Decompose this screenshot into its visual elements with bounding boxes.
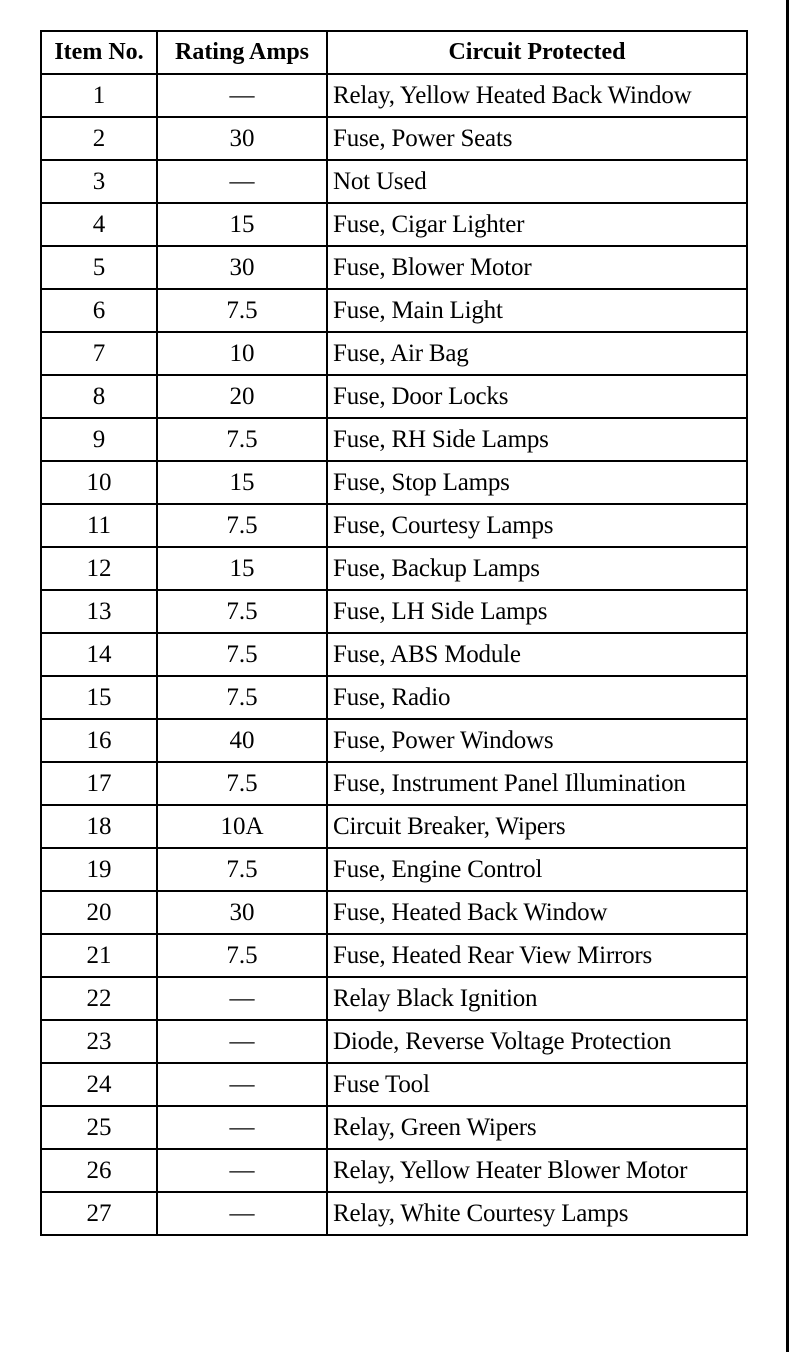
rating-amps-cell: 30 [157, 246, 327, 289]
item-number-cell: 23 [41, 1020, 157, 1063]
table-row [41, 203, 747, 246]
circuit-protected-cell: Fuse, RH Side Lamps [327, 418, 747, 461]
rating-amps-cell: 15 [157, 461, 327, 504]
circuit-protected-cell: Fuse, Instrument Panel Illumination [327, 762, 747, 805]
table-row [41, 848, 747, 891]
table-header [41, 31, 747, 74]
rating-amps-cell: 30 [157, 117, 327, 160]
item-number-cell: 15 [41, 676, 157, 719]
table-row [41, 1063, 747, 1106]
table-row [41, 934, 747, 977]
table-row [41, 676, 747, 719]
table-row [41, 504, 747, 547]
item-number-cell: 13 [41, 590, 157, 633]
table-body [41, 74, 747, 1235]
rating-amps-cell: 10 [157, 332, 327, 375]
item-number-cell: 6 [41, 289, 157, 332]
rating-amps-cell: 10A [157, 805, 327, 848]
table-row [41, 1149, 747, 1192]
table-row [41, 891, 747, 934]
rating-amps-cell: — [157, 160, 327, 203]
rating-amps-cell: 40 [157, 719, 327, 762]
header-circuit-protected: Circuit Protected [327, 31, 747, 74]
rating-amps-cell: 7.5 [157, 762, 327, 805]
rating-amps-cell: — [157, 977, 327, 1020]
table-row [41, 332, 747, 375]
circuit-protected-cell: Fuse, Stop Lamps [327, 461, 747, 504]
rating-amps-cell: 20 [157, 375, 327, 418]
table-row [41, 977, 747, 1020]
circuit-protected-cell: Fuse, Engine Control [327, 848, 747, 891]
item-number-cell: 9 [41, 418, 157, 461]
circuit-protected-cell: Fuse, Radio [327, 676, 747, 719]
circuit-protected-cell: Relay, Green Wipers [327, 1106, 747, 1149]
circuit-protected-cell: Relay, Yellow Heated Back Window [327, 74, 747, 117]
item-number-cell: 2 [41, 117, 157, 160]
table-row [41, 461, 747, 504]
rating-amps-cell: 7.5 [157, 676, 327, 719]
item-number-cell: 12 [41, 547, 157, 590]
table-row [41, 762, 747, 805]
item-number-cell: 22 [41, 977, 157, 1020]
item-number-cell: 25 [41, 1106, 157, 1149]
rating-amps-cell: 7.5 [157, 418, 327, 461]
circuit-protected-cell: Fuse, Courtesy Lamps [327, 504, 747, 547]
item-number-cell: 7 [41, 332, 157, 375]
circuit-protected-cell: Fuse, ABS Module [327, 633, 747, 676]
header-row [41, 31, 747, 74]
circuit-protected-cell: Fuse Tool [327, 1063, 747, 1106]
item-number-cell: 16 [41, 719, 157, 762]
item-number-cell: 21 [41, 934, 157, 977]
rating-amps-cell: 7.5 [157, 633, 327, 676]
rating-amps-cell: — [157, 1020, 327, 1063]
rating-amps-cell: — [157, 74, 327, 117]
table-row [41, 805, 747, 848]
rating-amps-cell: 7.5 [157, 289, 327, 332]
table-row [41, 289, 747, 332]
table-row [41, 590, 747, 633]
rating-amps-cell: 7.5 [157, 590, 327, 633]
circuit-protected-cell: Fuse, Heated Back Window [327, 891, 747, 934]
item-number-cell: 24 [41, 1063, 157, 1106]
rating-amps-cell: 7.5 [157, 848, 327, 891]
rating-amps-cell: 30 [157, 891, 327, 934]
item-number-cell: 11 [41, 504, 157, 547]
circuit-protected-cell: Fuse, Power Seats [327, 117, 747, 160]
header-rating-amps: Rating Amps [157, 31, 327, 74]
rating-amps-cell: 15 [157, 547, 327, 590]
circuit-protected-cell: Diode, Reverse Voltage Protection [327, 1020, 747, 1063]
circuit-protected-cell: Fuse, Heated Rear View Mirrors [327, 934, 747, 977]
rating-amps-cell: — [157, 1149, 327, 1192]
table-row [41, 1106, 747, 1149]
rating-amps-cell: 7.5 [157, 504, 327, 547]
fuse-table [40, 30, 748, 1236]
table-row [41, 719, 747, 762]
table-row [41, 117, 747, 160]
item-number-cell: 14 [41, 633, 157, 676]
item-number-cell: 20 [41, 891, 157, 934]
rating-amps-cell: 7.5 [157, 934, 327, 977]
item-number-cell: 4 [41, 203, 157, 246]
table-row [41, 246, 747, 289]
table-row [41, 633, 747, 676]
item-number-cell: 17 [41, 762, 157, 805]
circuit-protected-cell: Fuse, Air Bag [327, 332, 747, 375]
table-row [41, 1192, 747, 1235]
table-row [41, 547, 747, 590]
item-number-cell: 10 [41, 461, 157, 504]
circuit-protected-cell: Fuse, Power Windows [327, 719, 747, 762]
rating-amps-cell: — [157, 1192, 327, 1235]
circuit-protected-cell: Fuse, Blower Motor [327, 246, 747, 289]
circuit-protected-cell: Relay, Yellow Heater Blower Motor [327, 1149, 747, 1192]
item-number-cell: 8 [41, 375, 157, 418]
circuit-protected-cell: Relay, White Courtesy Lamps [327, 1192, 747, 1235]
item-number-cell: 18 [41, 805, 157, 848]
item-number-cell: 19 [41, 848, 157, 891]
rating-amps-cell: — [157, 1106, 327, 1149]
page-edge-border [786, 0, 789, 1352]
item-number-cell: 1 [41, 74, 157, 117]
item-number-cell: 27 [41, 1192, 157, 1235]
item-number-cell: 26 [41, 1149, 157, 1192]
table-row [41, 418, 747, 461]
circuit-protected-cell: Fuse, Backup Lamps [327, 547, 747, 590]
circuit-protected-cell: Fuse, Cigar Lighter [327, 203, 747, 246]
circuit-protected-cell: Fuse, LH Side Lamps [327, 590, 747, 633]
table-row [41, 160, 747, 203]
table-row [41, 375, 747, 418]
rating-amps-cell: 15 [157, 203, 327, 246]
item-number-cell: 5 [41, 246, 157, 289]
circuit-protected-cell: Circuit Breaker, Wipers [327, 805, 747, 848]
circuit-protected-cell: Relay Black Ignition [327, 977, 747, 1020]
circuit-protected-cell: Fuse, Main Light [327, 289, 747, 332]
rating-amps-cell: — [157, 1063, 327, 1106]
header-item-no: Item No. [41, 31, 157, 74]
circuit-protected-cell: Not Used [327, 160, 747, 203]
item-number-cell: 3 [41, 160, 157, 203]
table-row [41, 74, 747, 117]
table-row [41, 1020, 747, 1063]
circuit-protected-cell: Fuse, Door Locks [327, 375, 747, 418]
